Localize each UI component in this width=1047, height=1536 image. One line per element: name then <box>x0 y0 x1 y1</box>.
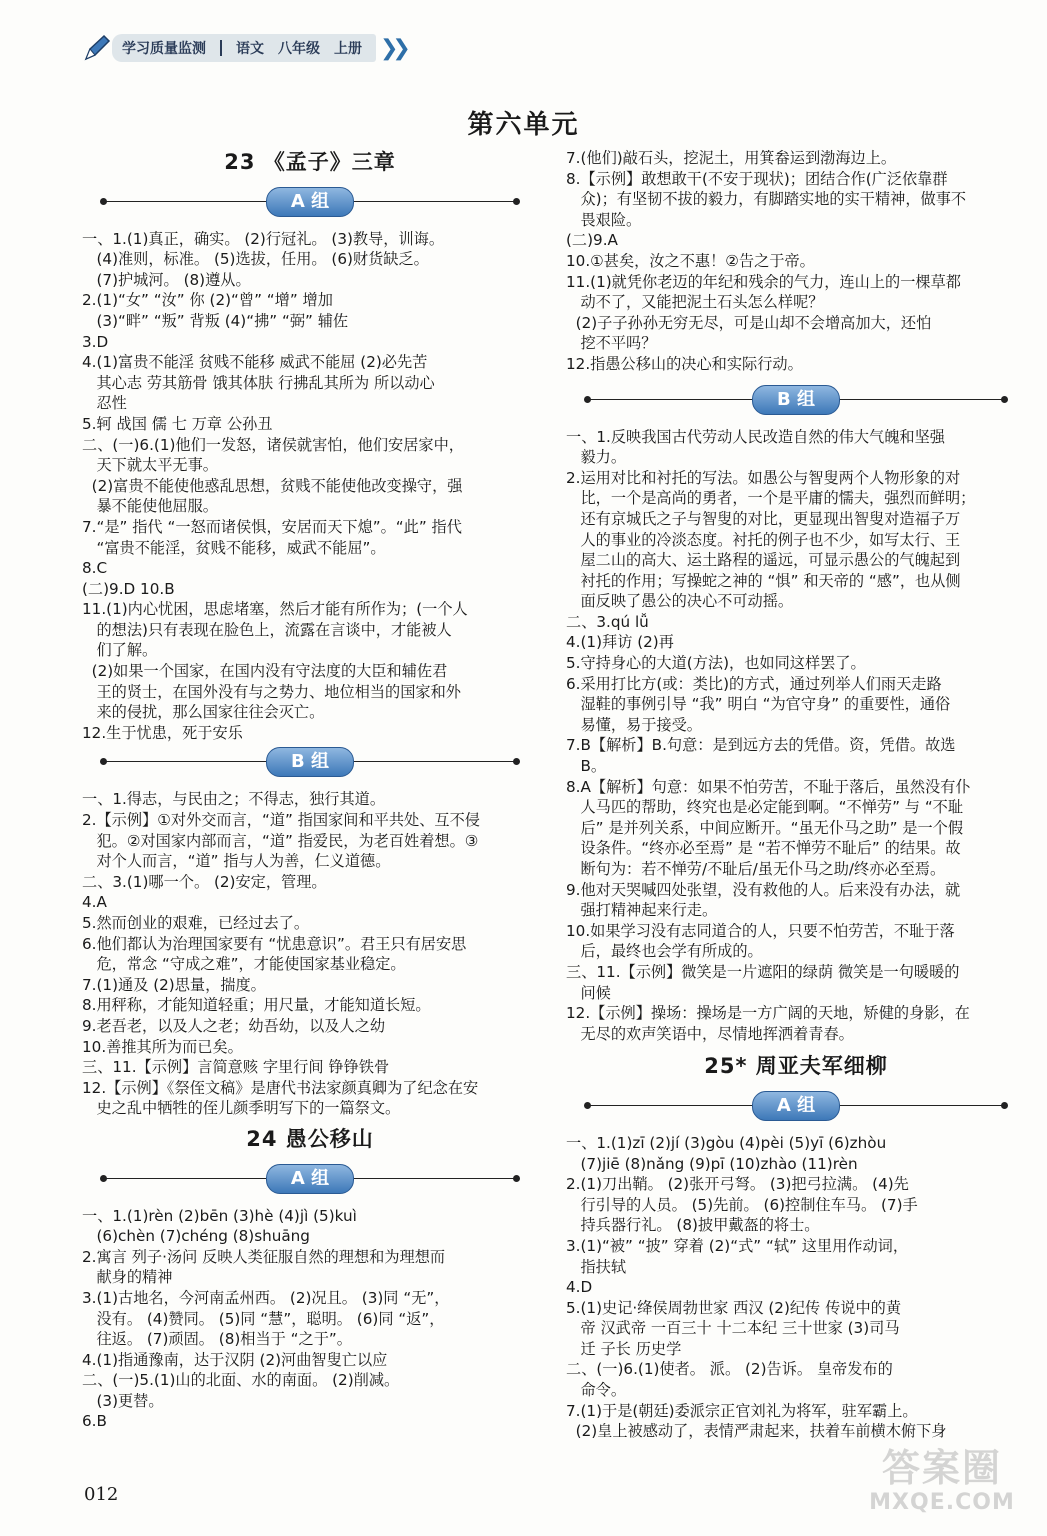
series-title: 学习质量监测 <box>122 41 206 57</box>
watermark-url: MXQE.COM <box>869 1490 1015 1515</box>
answer-line: 王的贤士，在国外没有与之势力、地位相当的国家和外 <box>82 682 461 701</box>
answer-line: 12.【示例】《祭侄文稿》是唐代书法家颜真卿为了纪念在安 <box>82 1078 479 1097</box>
answer-line: 来的侵扰，那么国家往往会灭亡。 <box>82 703 325 722</box>
answer-line: (2)皇上被感动了，表情严肃起来，扶着车前横木俯下身 <box>566 1422 947 1441</box>
answer-line: 6.他们都认为治理国家要有 “忧患意识”。君王只有居安思 <box>82 934 467 953</box>
answer-line: 7.(他们)敲石头，挖泥土，用箕畚运到渤海边上。 <box>566 149 897 167</box>
answer-line: 12.生于忧患，死于安乐 <box>82 723 243 742</box>
page-header <box>82 30 405 66</box>
answer-line: 12.【示例】操场：操场是一方广阔的天地，矫健的身影，在 <box>566 1004 970 1023</box>
group-header-a <box>566 1089 1026 1123</box>
answer-line: 畏艰险。 <box>566 210 642 229</box>
group-header-a <box>82 185 538 219</box>
answers-zhouyafu-a <box>566 1133 1026 1442</box>
answer-line: 帝 汉武帝 一百三十 十二本纪 三十世家 (3)司马 <box>566 1319 900 1338</box>
subject: 语文 <box>236 41 264 57</box>
answer-line: 11.(1)内心忧困，思虑堵塞，然后才能有所作为；(一个人 <box>82 600 468 619</box>
answer-line: 面反映了愚公的决心不可动摇。 <box>566 592 794 611</box>
answer-line: 2.(1)刀出鞘。 (2)张开弓弩。 (3)把弓拉满。 (4)先 <box>566 1175 909 1194</box>
answer-line: 命令。 <box>566 1381 627 1400</box>
answer-line: 4.D <box>566 1278 593 1297</box>
answer-line: 们了解。 <box>82 641 158 660</box>
answer-line: 5.轲 战国 儒 七 万章 公孙丑 <box>82 414 273 433</box>
answer-line: 9.老吾老，以及人之老；幼吾幼，以及人之幼 <box>82 1016 386 1035</box>
answers-yugong-a-cont <box>566 148 1026 375</box>
group-pill: B 组 <box>266 747 354 777</box>
answer-line: 10.①甚矣，汝之不惠！②告之于帝。 <box>566 251 815 270</box>
group-pill: A 组 <box>752 1091 840 1121</box>
answer-line: 还有京城氏之子与智叟的对比，更显现出智叟对造福子万 <box>566 509 961 528</box>
answer-line: 史之乱中牺牲的侄儿颜季明写下的一篇祭文。 <box>82 1099 401 1118</box>
answer-line: 3.(1)古地名，今河南孟州西。 (2)况且。 (3)同 “无”， <box>82 1288 450 1307</box>
left-column <box>82 148 538 1432</box>
answer-line: (6)chèn (7)chéng (8)shuāng <box>82 1227 310 1246</box>
group-pill: A 组 <box>266 1164 354 1194</box>
answers-yugong-a <box>82 1206 538 1433</box>
answer-line: 比，一个是高尚的勇者，一个是平庸的懦夫，强烈而鲜明； <box>566 489 976 508</box>
answer-line: 7.B【解析】B.句意：是到远方去的凭借。资，凭借。故选 <box>566 736 956 755</box>
answer-line: (7)jiē (8)nǎng (9)pī (10)zhào (11)rèn <box>566 1154 858 1173</box>
answer-line: 暴不能使他屈服。 <box>82 497 218 516</box>
answer-line: 二、3.(1)哪一个。 (2)安定，管理。 <box>82 872 327 891</box>
answer-line: 7.(1)于是(朝廷)委派宗正官刘礼为将军，驻军霸上。 <box>566 1401 918 1420</box>
answer-line: 犯。②对国家内部而言，“道” 指爱民，为老百姓着想。③ <box>82 831 479 850</box>
answer-line: 10.如果学习没有志同道合的人，只要不怕劳苦，不耻于落 <box>566 921 955 940</box>
answer-line: (3)更替。 <box>82 1391 164 1410</box>
grade: 八年级 <box>278 41 320 57</box>
answer-line: 8.【示例】敢想敢干(不安于现状)；团结合作(广泛依靠群 <box>566 169 948 188</box>
answer-line: 湿鞋的事例引导 “我” 明白 “为官守身” 的重要性，通俗 <box>566 695 951 714</box>
answer-line: 2.运用对比和衬托的写法。如愚公与智叟两个人物形象的对 <box>566 468 961 487</box>
answer-line: 2.(1)“女” “汝” 你 (2)“曾” “增” 增加 <box>82 291 333 310</box>
answer-line: 衬托的作用；写操蛇之神的 “惧” 和天帝的 “感”，也从侧 <box>566 571 961 590</box>
answer-line: 行引导的人员。 (5)先前。 (6)控制住车马。 (7)手 <box>566 1195 918 1214</box>
answer-line: 动不了，又能把泥土石头怎么样呢？ <box>566 293 824 312</box>
group-header-b <box>82 745 538 779</box>
answer-line: 5.然而创业的艰难，已经过去了。 <box>82 914 310 932</box>
answer-line: (4)准则，标准。 (5)选拔，任用。 (6)财货缺乏。 <box>82 250 429 269</box>
answer-line: 6.B <box>82 1412 107 1431</box>
answer-line: 4.(1)拜访 (2)再 <box>566 633 674 652</box>
answer-line: 5.(1)史记·绛侯周勃世家 西汉 (2)纪传 传说中的黄 <box>566 1298 902 1317</box>
answer-line: 忍性 <box>82 394 127 413</box>
answer-line: (2)子子孙孙无穷无尽，可是山却不会增高加大，还怕 <box>566 313 932 332</box>
answer-line: 往返。 (7)顽固。 (8)相当于 “之于”。 <box>82 1330 352 1349</box>
answer-line: 指扶轼 <box>566 1257 627 1276</box>
unit-title: 第六单元 <box>467 110 580 140</box>
answer-line: 一、1.反映我国古代劳动人民改造自然的伟大气魄和坚强 <box>566 427 945 446</box>
group-pill: A 组 <box>266 187 354 217</box>
answer-line: 11.(1)就凭你老迈的年纪和残余的气力，连山上的一棵草都 <box>566 272 961 291</box>
pen-icon <box>82 33 112 63</box>
header-box <box>112 34 376 62</box>
answer-line: 二、3.qú lǚ <box>566 612 649 631</box>
answer-line: 问候 <box>566 983 611 1002</box>
answer-line: 献身的精神 <box>82 1268 173 1287</box>
answers-mengzi-a <box>82 229 538 744</box>
answer-line: 8.A【解析】句意：如果不怕劳苦，不耻于落后，虽然没有仆 <box>566 777 971 796</box>
answer-line: 3.D <box>82 332 109 351</box>
answer-line: 其心志 劳其筋骨 饿其体肤 行拂乱其所为 所以动心 <box>82 373 435 392</box>
answer-line: (3)“畔” “叛” 背叛 (4)“拂” “弼” 辅佐 <box>82 311 349 330</box>
answers-mengzi-b <box>82 789 538 1119</box>
answer-line: 二、(一)6.(1)他们一发怒，诸侯就害怕，他们安居家中， <box>82 435 464 454</box>
answer-line: 无尽的欢声笑语中，尽情地挥洒着青春。 <box>566 1024 854 1043</box>
answer-line: 三、11.【示例】言简意赅 字里行间 铮铮铁骨 <box>82 1058 390 1077</box>
answer-line: 12.指愚公移山的决心和实际行动。 <box>566 354 803 373</box>
answer-line: 一、1.得志，与民由之；不得志，独行其道。 <box>82 790 386 809</box>
answer-line: 2.寓言 列子·汤问 反映人类征服自然的理想和为理想而 <box>82 1247 446 1266</box>
answer-line: 迁 子长 历史学 <box>566 1339 682 1358</box>
answer-line: 3.(1)“被” “披” 穿着 (2)“式” “轼” 这里用作动词， <box>566 1236 909 1255</box>
header-divider <box>220 40 222 56</box>
answer-line: 8.用秤称，才能知道轻重；用尺量，才能知道长短。 <box>82 996 431 1015</box>
answer-line: 5.守持身心的大道(方法)，也如同这样罢了。 <box>566 654 866 673</box>
section-title-zhouyafu: 25* 周亚夫军细柳 <box>704 1054 888 1079</box>
answer-line: 9.他对天哭喊四处张望，没有救他的人。后来没有办法，就 <box>566 880 961 899</box>
answer-line: 4.(1)指通豫南，达于汉阴 (2)河曲智叟亡以应 <box>82 1350 388 1369</box>
answer-line: 人马匹的帮助，终究也是必定能到啊。“不惮劳” 与 “不耻 <box>566 798 964 817</box>
answer-line: 三、11.【示例】微笑是一片遮阳的绿荫 微笑是一句暖暖的 <box>566 962 960 981</box>
answer-line: “富贵不能淫，贫贱不能移，威武不能屈”。 <box>82 538 386 557</box>
answer-line: 2.【示例】①对外交而言，“道” 指国家间和平共处、互不侵 <box>82 811 480 830</box>
answer-line: 断句为：若不惮劳/不耻后/虽无仆马之助/终亦必至焉。 <box>566 860 946 878</box>
answer-line: 后” 是并列关系，中间应断开。“虽无仆马之助” 是一个假 <box>566 818 964 837</box>
answer-line: 一、1.(1)rèn (2)bēn (3)hè (4)jì (5)kuì <box>82 1206 357 1225</box>
answer-line: 7.“是” 指代 “一怒而诸侯惧，安居而天下熄”。“此” 指代 <box>82 517 462 536</box>
answer-line: 6.采用打比方(或：类比)的方式，通过列举人们雨天走路 <box>566 674 942 693</box>
answer-line: 危，常念 “守成之难”，才能使国家基业稳定。 <box>82 955 406 974</box>
answer-line: 的想法)只有表现在脸色上，流露在言谈中，才能被人 <box>82 620 452 639</box>
answer-line: (二)9.D 10.B <box>82 579 175 598</box>
answer-line: B。 <box>566 757 607 776</box>
answer-line: 二、(一)5.(1)山的北面、水的南面。 (2)削减。 <box>82 1371 400 1390</box>
page-number: 012 <box>84 1484 119 1505</box>
answer-line: 7.(1)通及 (2)思量，揣度。 <box>82 975 266 994</box>
answer-line: 4.A <box>82 893 107 912</box>
answer-line: 8.C <box>82 559 108 578</box>
answer-line: 后，最终也会学有所成的。 <box>566 942 763 961</box>
watermark-text: 答案圈 <box>881 1446 1002 1490</box>
right-column <box>566 148 1026 1442</box>
section-title-mengzi: 23 《孟子》三章 <box>224 150 396 174</box>
answer-line: 4.(1)富贵不能淫 贫贱不能移 威武不能屈 (2)必先苦 <box>82 353 428 372</box>
answer-line: 易懂，易于接受。 <box>566 715 702 734</box>
answer-line: 强打精神起来行走。 <box>566 901 718 920</box>
section-title-yugong: 24 愚公移山 <box>246 1126 374 1151</box>
answer-line: (7)护城河。 (8)遵从。 <box>82 270 251 289</box>
watermark-logo <box>857 1446 1027 1526</box>
answer-line: 一、1.(1)zī (2)jí (3)gòu (4)pèi (5)yī (6)zhòu <box>566 1133 887 1152</box>
answer-line: 人的事业的冷淡态度。衬托的例子也不少，如写太行、王 <box>566 530 961 549</box>
answer-line: 一、1.(1)真正，确实。 (2)行冠礼。 (3)教导，训诲。 <box>82 229 445 248</box>
answer-line: 二、(一)6.(1)使者。 派。 (2)告诉。 皇帝发布的 <box>566 1360 893 1379</box>
answer-line: 挖不平吗？ <box>566 334 657 353</box>
answer-line: (2)如果一个国家，在国内没有守法度的大臣和辅佐君 <box>82 662 448 681</box>
answer-line: 设条件。“终亦必至焉” 是 “若不惮劳不耻后” 的结果。故 <box>566 839 961 858</box>
answer-line: (二)9.A <box>566 231 618 250</box>
volume: 上册 <box>334 41 362 57</box>
answer-line: 毅力。 <box>566 448 627 467</box>
answer-line: 对个人而言，“道” 指与人为善，仁义道德。 <box>82 852 391 871</box>
group-pill: B 组 <box>752 385 840 415</box>
answers-yugong-b <box>566 427 1026 1045</box>
answer-line: 10.善推其所为而已矣。 <box>82 1037 243 1056</box>
answer-line: (2)富贵不能使他惑乱思想，贫贱不能使他改变操守，强 <box>82 476 463 495</box>
answer-line: 屋二山的高大、运土路程的遥远，可显示愚公的气魄起到 <box>566 551 961 570</box>
answer-line: 天下就太平无事。 <box>82 456 218 475</box>
answer-line: 众)；有坚韧不拔的毅力，有脚踏实地的实干精神，做事不 <box>566 190 967 209</box>
answer-line: 持兵器行礼。 (8)披甲戴盔的将士。 <box>566 1216 820 1235</box>
group-header-a <box>82 1162 538 1196</box>
answer-line: 没有。 (4)赞同。 (5)同 “慧”，聪明。 (6)同 “返”， <box>82 1309 445 1328</box>
double-chevron-icon: ❯❯ <box>380 35 405 61</box>
group-header-b <box>566 383 1026 417</box>
